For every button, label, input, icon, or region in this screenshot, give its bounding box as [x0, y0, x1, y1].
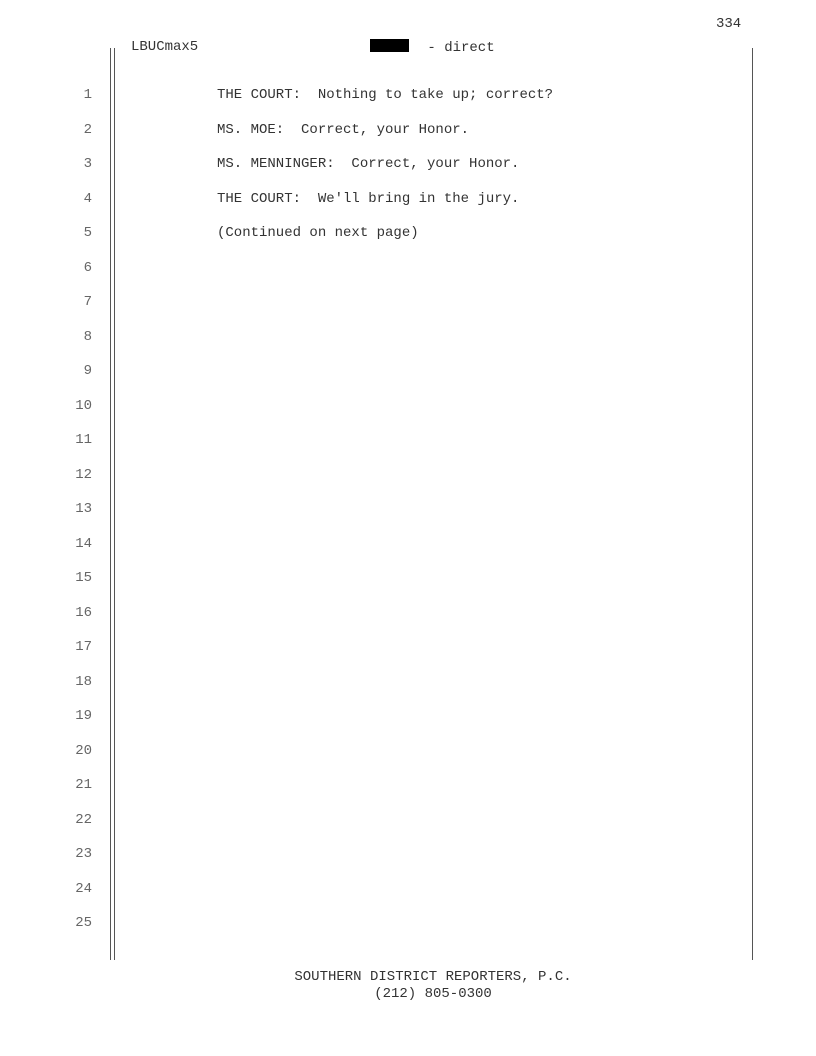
line-number: 3: [83, 156, 92, 172]
line-number: 16: [75, 605, 92, 621]
case-identifier: LBUCmax5: [131, 39, 199, 55]
line-number: 22: [75, 812, 92, 828]
line-number: 21: [75, 777, 92, 793]
line-number: 19: [75, 708, 92, 724]
header-title-text: - direct: [419, 40, 495, 56]
line-number: 25: [75, 915, 92, 931]
transcript-line: (Continued on next page): [217, 225, 419, 241]
line-number: 2: [83, 122, 92, 138]
line-number: 17: [75, 639, 92, 655]
line-number: 5: [83, 225, 92, 241]
line-number: 20: [75, 743, 92, 759]
transcript-line: MS. MOE: Correct, your Honor.: [217, 122, 470, 138]
left-margin-rule-inner: [114, 48, 115, 960]
line-number: 15: [75, 570, 92, 586]
line-number: 8: [83, 329, 92, 345]
line-number: 11: [75, 432, 92, 448]
line-number: 12: [75, 467, 92, 483]
header-title: [370, 39, 495, 56]
line-number: 14: [75, 536, 92, 552]
line-number: 4: [83, 191, 92, 207]
transcript-line: MS. MENNINGER: Correct, your Honor.: [217, 156, 520, 172]
redaction-block: [370, 39, 409, 52]
transcript-line: THE COURT: We'll bring in the jury.: [217, 191, 520, 207]
footer-reporter-name: SOUTHERN DISTRICT REPORTERS, P.C.: [294, 969, 572, 985]
line-number: 7: [83, 294, 92, 310]
line-number: 1: [83, 87, 92, 103]
footer: [0, 969, 816, 1003]
right-margin-rule: [752, 48, 753, 960]
line-number: 9: [83, 363, 92, 379]
line-number: 10: [75, 398, 92, 414]
left-margin-rule-outer: [110, 48, 111, 960]
line-number: 13: [75, 501, 92, 517]
line-number: 18: [75, 674, 92, 690]
page-number: 334: [716, 16, 742, 32]
line-number: 24: [75, 881, 92, 897]
transcript-line: THE COURT: Nothing to take up; correct?: [217, 87, 554, 103]
footer-phone: (212) 805-0300: [374, 986, 492, 1002]
line-number: 6: [83, 260, 92, 276]
line-number: 23: [75, 846, 92, 862]
